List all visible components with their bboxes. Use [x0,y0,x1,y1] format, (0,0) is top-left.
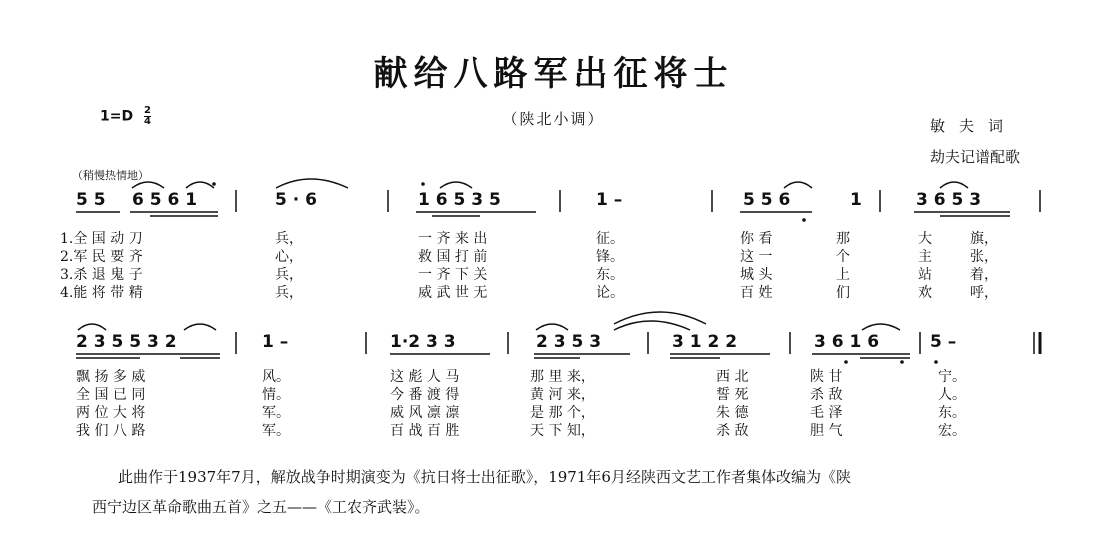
time-denominator: 4 [143,116,151,127]
row1-lyric-1-seg1: 1.全 国 动 刀 [60,231,143,247]
row1-lyric-4-seg7: 欢 [918,285,932,301]
row1-measure-5b: 1 [850,190,862,210]
row2-lyric-4-seg6: 胆 气 [810,423,843,439]
row2-lyric-1-seg6: 陕 甘 [810,369,843,385]
row1-lyric-4-seg1: 4.能 将 带 精 [60,285,143,301]
row1-lyric-4-seg2: 兵， [275,285,303,301]
row2-lyric-1-seg1: 飘 扬 多 威 [76,369,146,385]
row1-lyric-3-seg8: 着， [970,267,998,283]
row2-lyric-2-seg2: 情。 [262,387,290,403]
row2-lyric-3-seg1: 两 位 大 将 [76,405,146,421]
low-octave-dot [844,360,848,364]
row1-lyric-1-seg5: 你 看 [740,231,773,247]
row2-lyric-1-seg7: 宁。 [938,369,966,385]
row2-lyric-4-seg5: 杀 敌 [716,423,749,439]
row2-lyric-2-seg5: 誓 死 [716,387,749,403]
composer-credit: 劫夫记谱配歌 [930,148,1021,166]
row2-lyric-4-seg3: 百 战 百 胜 [390,423,460,439]
row2-lyric-1-seg4: 那 里 来， [530,369,595,385]
row2-lyric-1-seg2: 风。 [262,369,290,385]
row2-measure-4: 2 3 5 3 [536,332,602,352]
row1-lyric-2-seg7: 主 [918,249,932,265]
footnote-line-2: 西宁边区革命歌曲五首》之五——《工农齐武装》。 [92,498,430,516]
row2-measure-2: 1 – [262,332,289,352]
slur [536,324,568,330]
slur [276,179,348,188]
row2-lyric-3-seg7: 东。 [938,405,966,421]
row2-lyric-3-seg5: 朱 德 [716,405,749,421]
row1-lyric-3-seg1: 3.杀 退 鬼 子 [60,267,143,283]
row1-lyric-1-seg6: 那 [836,231,850,247]
row1-measure-4: 1 – [596,190,623,210]
row2-measure-7: 5 – [930,332,957,352]
high-octave-dot [421,182,425,186]
low-octave-dot [802,218,806,222]
footnote-line-1: 此曲作于1937年7月，解放战争时期演变为《抗日将士出征歌》，1971年6月经陕西文艺工作者集体改编为《陕 [118,468,851,486]
row1-lyric-2-seg4: 锋。 [596,249,624,265]
row1-lyric-2-seg1: 2.军 民 要 齐 [60,249,143,265]
row1-lyric-3-seg6: 上 [836,267,850,283]
key-label: 1=D [100,108,134,125]
row1-measure-2: 5 · 6 [275,190,317,210]
row2-measure-3: 1·2 3 3 [390,332,456,352]
row1-lyric-4-seg4: 论。 [596,285,624,301]
time-numerator: 2 [143,105,151,116]
slur [78,324,106,330]
row1-lyric-3-seg5: 城 头 [740,267,773,283]
row1-lyric-2-seg6: 个 [836,249,850,265]
row1-lyric-3-seg3: 一 齐 下 关 [418,267,488,283]
row1-measure-1a: 5 5 [76,190,106,210]
row2-lyric-3-seg6: 毛 泽 [810,405,843,421]
row1-measure-1b: 6 5 6 1 [132,190,198,210]
row1-lyric-1-seg7: 大 [918,231,932,247]
row1-lyric-1-seg4: 征。 [596,231,624,247]
row2-lyric-2-seg6: 杀 敌 [810,387,843,403]
row1-lyric-4-seg3: 威 武 世 无 [418,285,488,301]
row1-lyric-2-seg8: 张， [970,249,998,265]
row2-lyric-3-seg3: 威 风 凛 凛 [390,405,460,421]
row2-lyric-2-seg1: 全 国 已 同 [76,387,146,403]
row1-lyric-4-seg8: 呼， [970,285,998,301]
row1-lyric-3-seg7: 站 [918,267,932,283]
row1-lyric-3-seg4: 东。 [596,267,624,283]
row2-lyric-4-seg2: 军。 [262,423,290,439]
slur [862,324,900,330]
row2-lyric-1-seg3: 这 彪 人 马 [390,369,460,385]
row2-lyric-3-seg2: 军。 [262,405,290,421]
row1-lyric-1-seg3: 一 齐 来 出 [418,231,488,247]
slur [132,182,164,188]
row2-lyric-4-seg7: 宏。 [938,423,966,439]
tie [614,321,690,330]
row2-lyric-4-seg1: 我 们 八 路 [76,423,146,439]
slur [940,182,968,188]
slur [184,324,216,330]
high-octave-dot [212,182,216,186]
row2-lyric-2-seg4: 黄 河 来， [530,387,595,403]
row2-measure-5: 3 1 2 2 [672,332,738,352]
tempo-marking: （稍慢热情地） [72,169,149,182]
row1-lyric-2-seg2: 心， [275,249,303,265]
slur [784,182,812,188]
row2-lyric-2-seg7: 人。 [938,387,966,403]
row1-lyric-1-seg2: 兵， [275,231,303,247]
low-octave-dot [900,360,904,364]
row1-measure-5a: 5 5 6 [743,190,791,210]
row1-lyric-1-seg8: 旗， [970,231,998,247]
slur [440,182,472,188]
song-title: 献给八路军出征将士 [373,54,734,94]
row1-lyric-3-seg2: 兵， [275,267,303,283]
row2-lyric-2-seg3: 今 番 渡 得 [390,387,460,403]
row1-lyric-4-seg6: 们 [836,285,850,301]
song-subtitle: （陕北小调） [502,110,605,128]
row1-lyric-2-seg3: 救 国 打 前 [418,249,488,265]
row2-lyric-1-seg5: 西 北 [716,369,749,385]
row1-lyric-2-seg5: 这 一 [740,249,773,265]
row1-measure-6: 3 6 5 3 [916,190,982,210]
row1-lyric-4-seg5: 百 姓 [740,285,773,301]
lyricist-credit: 敏夫词 [930,117,1018,135]
row2-measure-6: 3 6 1 6 [814,332,880,352]
slur [186,182,214,188]
row1-measure-3: 1 6 5 3 5 [418,190,501,210]
row2-lyric-3-seg4: 是 那 个， [530,405,595,421]
row2-measure-1: 2 3 5 5 3 2 [76,332,177,352]
row2-lyric-4-seg4: 天 下 知， [530,423,595,439]
low-octave-dot [934,360,938,364]
